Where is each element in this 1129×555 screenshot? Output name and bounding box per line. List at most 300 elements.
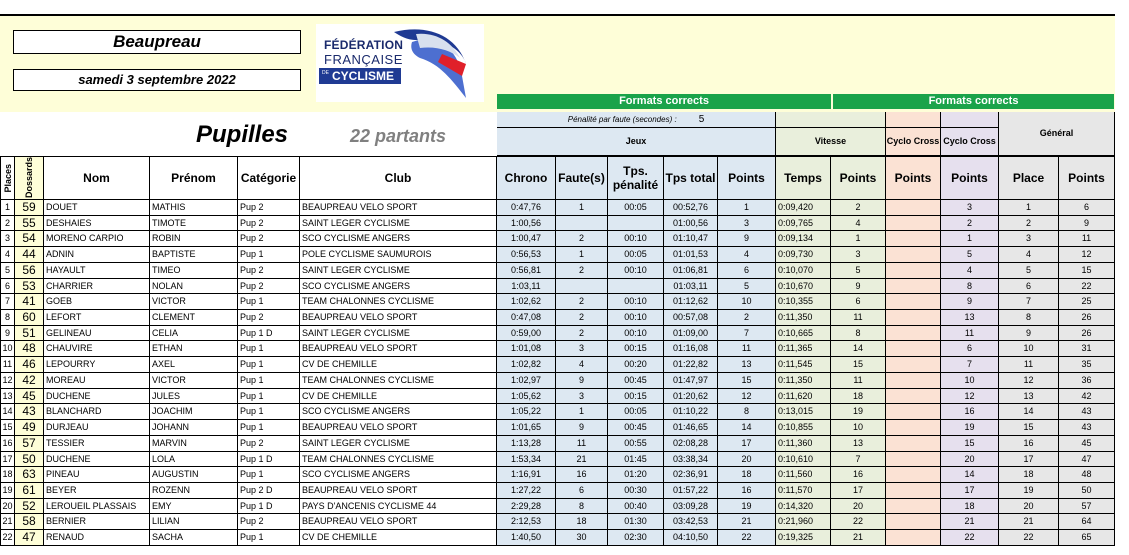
- table-cell-general-place-col: 21: [999, 514, 1059, 530]
- table-cell-total-time-col: 02:08,28: [664, 436, 718, 452]
- table-cell-surname-col: ADNIN: [44, 247, 150, 263]
- table-cell-cyclo1-points-col: [886, 404, 941, 420]
- table-cell-place-col: 7: [0, 294, 15, 310]
- table-cell-general-points-col: 36: [1059, 373, 1115, 389]
- table-cell-speed-time-col: 0:14,320: [776, 499, 831, 514]
- table-cell-bib-col: 56: [15, 263, 44, 279]
- table-cell-surname-col: TESSIER: [44, 436, 150, 452]
- table-cell-faults-col: 30: [556, 530, 608, 546]
- table-cell-cyclo1-points-col: [886, 483, 941, 499]
- table-cell-category-col: Pup 1: [238, 420, 300, 436]
- table-cell-speed-time-col: 0:11,350: [776, 310, 831, 326]
- table-cell-category-col: Pup 2 D: [238, 483, 300, 499]
- group-cyclo1: Cyclo Cross: [886, 128, 941, 156]
- cyclo2-spacer: [941, 112, 999, 128]
- table-cell-total-time-col: 03:42,53: [664, 514, 718, 530]
- table-cell-total-time-col: 01:10,47: [664, 231, 718, 247]
- table-cell-cyclo1-points-col: [886, 310, 941, 326]
- table-cell-penalty-time-col: 00:15: [608, 341, 664, 357]
- table-cell-faults-col: [556, 279, 608, 294]
- table-cell-general-points-col: 11: [1059, 231, 1115, 247]
- table-cell-speed-points-col: 20: [831, 499, 886, 514]
- table-cell-cyclo2-points-col: 12: [941, 389, 999, 404]
- table-cell-club-col: BEAUPREAU VELO SPORT: [300, 341, 497, 357]
- table-cell-total-time-col: 01:09,00: [664, 326, 718, 341]
- table-cell-general-place-col: 6: [999, 279, 1059, 294]
- table-cell-club-col: SCO CYCLISME ANGERS: [300, 404, 497, 420]
- table-cell-faults-col: 2: [556, 263, 608, 279]
- table-cell-games-points-col: 10: [718, 294, 776, 310]
- table-cell-penalty-time-col: [608, 216, 664, 231]
- header-games-points-col: Points: [718, 156, 776, 200]
- header-general-points-col: Points: [1059, 156, 1115, 200]
- table-cell-firstname-col: VICTOR: [150, 294, 238, 310]
- table-cell-cyclo1-points-col: [886, 452, 941, 467]
- table-cell-firstname-col: EMY: [150, 499, 238, 514]
- table-cell-place-col: 8: [0, 310, 15, 326]
- table-cell-bib-col: 57: [15, 436, 44, 452]
- table-cell-surname-col: RENAUD: [44, 530, 150, 546]
- table-cell-chrono-col: 2:12,53: [497, 514, 556, 530]
- table-cell-speed-time-col: 0:09,420: [776, 200, 831, 216]
- table-cell-cyclo2-points-col: 16: [941, 404, 999, 420]
- table-cell-speed-time-col: 0:11,350: [776, 373, 831, 389]
- table-cell-games-points-col: 12: [718, 389, 776, 404]
- table-cell-firstname-col: ROBIN: [150, 231, 238, 247]
- table-cell-surname-col: MORENO CARPIO: [44, 231, 150, 247]
- table-cell-category-col: Pup 1 D: [238, 326, 300, 341]
- table-cell-chrono-col: 1:27,22: [497, 483, 556, 499]
- table-cell-speed-points-col: 5: [831, 263, 886, 279]
- table-cell-penalty-time-col: [608, 279, 664, 294]
- table-cell-chrono-col: 0:56,53: [497, 247, 556, 263]
- table-cell-speed-time-col: 0:10,610: [776, 452, 831, 467]
- table-cell-penalty-time-col: 00:45: [608, 420, 664, 436]
- table-cell-penalty-time-col: 02:30: [608, 530, 664, 546]
- table-cell-faults-col: 2: [556, 310, 608, 326]
- table-cell-general-points-col: 43: [1059, 404, 1115, 420]
- table-cell-general-points-col: 22: [1059, 279, 1115, 294]
- table-cell-cyclo1-points-col: [886, 467, 941, 483]
- table-cell-surname-col: DURJEAU: [44, 420, 150, 436]
- table-cell-penalty-time-col: 00:45: [608, 373, 664, 389]
- table-cell-penalty-time-col: 00:15: [608, 389, 664, 404]
- table-cell-total-time-col: 01:10,22: [664, 404, 718, 420]
- table-cell-general-points-col: 6: [1059, 200, 1115, 216]
- table-cell-cyclo1-points-col: [886, 341, 941, 357]
- table-cell-general-place-col: 19: [999, 483, 1059, 499]
- format-banner-1: Formats corrects: [497, 94, 831, 109]
- table-cell-general-place-col: 9: [999, 326, 1059, 341]
- table-cell-total-time-col: 03:38,34: [664, 452, 718, 467]
- table-cell-speed-time-col: 0:21,960: [776, 514, 831, 530]
- table-cell-club-col: TEAM CHALONNES CYCLISME: [300, 294, 497, 310]
- table-cell-category-col: Pup 1: [238, 467, 300, 483]
- table-cell-general-place-col: 2: [999, 216, 1059, 231]
- table-cell-firstname-col: VICTOR: [150, 373, 238, 389]
- table-cell-cyclo1-points-col: [886, 499, 941, 514]
- header-club-col: Club: [300, 156, 497, 200]
- table-cell-bib-col: 58: [15, 514, 44, 530]
- table-cell-total-time-col: 01:03,11: [664, 279, 718, 294]
- table-cell-games-points-col: 7: [718, 326, 776, 341]
- table-cell-cyclo2-points-col: 6: [941, 341, 999, 357]
- table-cell-games-points-col: 15: [718, 373, 776, 389]
- table-cell-category-col: Pup 1: [238, 341, 300, 357]
- table-cell-chrono-col: 0:59,00: [497, 326, 556, 341]
- table-cell-games-points-col: 4: [718, 247, 776, 263]
- table-cell-bib-col: 44: [15, 247, 44, 263]
- table-cell-firstname-col: BAPTISTE: [150, 247, 238, 263]
- table-cell-cyclo1-points-col: [886, 326, 941, 341]
- table-cell-general-place-col: 12: [999, 373, 1059, 389]
- table-cell-penalty-time-col: 00:10: [608, 326, 664, 341]
- logo-line2: FRANÇAISE: [324, 52, 403, 67]
- table-cell-firstname-col: AXEL: [150, 357, 238, 373]
- table-cell-chrono-col: 1:01,65: [497, 420, 556, 436]
- table-cell-games-points-col: 5: [718, 279, 776, 294]
- table-cell-games-points-col: 18: [718, 467, 776, 483]
- table-cell-general-points-col: 25: [1059, 294, 1115, 310]
- table-cell-cyclo2-points-col: 8: [941, 279, 999, 294]
- table-cell-chrono-col: 1:01,08: [497, 341, 556, 357]
- table-cell-penalty-time-col: 00:05: [608, 247, 664, 263]
- table-cell-games-points-col: 6: [718, 263, 776, 279]
- header-chrono-col: Chrono: [497, 156, 556, 200]
- table-cell-firstname-col: TIMEO: [150, 263, 238, 279]
- table-cell-surname-col: MOREAU: [44, 373, 150, 389]
- table-cell-firstname-col: ROZENN: [150, 483, 238, 499]
- table-cell-firstname-col: JULES: [150, 389, 238, 404]
- table-cell-chrono-col: 1:02,62: [497, 294, 556, 310]
- table-cell-general-points-col: 31: [1059, 341, 1115, 357]
- table-cell-club-col: SAINT LEGER CYCLISME: [300, 263, 497, 279]
- table-cell-total-time-col: 03:09,28: [664, 499, 718, 514]
- logo-line1: FÉDÉRATION: [324, 38, 404, 52]
- table-cell-speed-points-col: 7: [831, 452, 886, 467]
- table-cell-games-points-col: 16: [718, 483, 776, 499]
- table-cell-chrono-col: 1:05,22: [497, 404, 556, 420]
- table-cell-penalty-time-col: 00:10: [608, 263, 664, 279]
- table-cell-games-points-col: 8: [718, 404, 776, 420]
- table-cell-firstname-col: LILIAN: [150, 514, 238, 530]
- table-cell-bib-col: 52: [15, 499, 44, 514]
- table-cell-general-points-col: 43: [1059, 420, 1115, 436]
- table-cell-category-col: Pup 1: [238, 404, 300, 420]
- table-cell-games-points-col: 21: [718, 514, 776, 530]
- table-cell-speed-points-col: 13: [831, 436, 886, 452]
- table-cell-total-time-col: 00:57,08: [664, 310, 718, 326]
- table-cell-firstname-col: AUGUSTIN: [150, 467, 238, 483]
- table-cell-penalty-time-col: 00:20: [608, 357, 664, 373]
- table-cell-category-col: Pup 2: [238, 514, 300, 530]
- table-cell-general-place-col: 18: [999, 467, 1059, 483]
- table-cell-cyclo2-points-col: 20: [941, 452, 999, 467]
- table-cell-firstname-col: NOLAN: [150, 279, 238, 294]
- table-cell-general-place-col: 16: [999, 436, 1059, 452]
- table-cell-penalty-time-col: 00:30: [608, 483, 664, 499]
- group-cyclo2: Cyclo Cross: [941, 128, 999, 156]
- table-cell-cyclo2-points-col: 4: [941, 263, 999, 279]
- table-cell-speed-time-col: 0:09,730: [776, 247, 831, 263]
- table-cell-bib-col: 49: [15, 420, 44, 436]
- table-cell-category-col: Pup 1 D: [238, 499, 300, 514]
- table-cell-penalty-time-col: 01:45: [608, 452, 664, 467]
- table-cell-category-col: Pup 1: [238, 247, 300, 263]
- table-cell-category-col: Pup 2: [238, 279, 300, 294]
- table-cell-club-col: TEAM CHALONNES CYCLISME: [300, 373, 497, 389]
- table-cell-cyclo1-points-col: [886, 279, 941, 294]
- table-cell-bib-col: 61: [15, 483, 44, 499]
- table-cell-club-col: TEAM CHALONNES CYCLISME: [300, 452, 497, 467]
- table-cell-total-time-col: 01:12,62: [664, 294, 718, 310]
- table-cell-category-col: Pup 2: [238, 200, 300, 216]
- table-cell-speed-time-col: 0:09,765: [776, 216, 831, 231]
- table-cell-place-col: 17: [0, 452, 15, 467]
- table-cell-general-points-col: 12: [1059, 247, 1115, 263]
- table-cell-cyclo1-points-col: [886, 263, 941, 279]
- table-cell-bib-col: 50: [15, 452, 44, 467]
- table-cell-cyclo2-points-col: 15: [941, 436, 999, 452]
- table-cell-bib-col: 53: [15, 279, 44, 294]
- table-cell-place-col: 13: [0, 389, 15, 404]
- table-cell-category-col: Pup 2: [238, 310, 300, 326]
- table-cell-place-col: 9: [0, 326, 15, 341]
- table-cell-speed-points-col: 2: [831, 200, 886, 216]
- table-cell-general-place-col: 8: [999, 310, 1059, 326]
- table-cell-bib-col: 48: [15, 341, 44, 357]
- table-cell-category-col: Pup 2: [238, 231, 300, 247]
- table-cell-cyclo2-points-col: 7: [941, 357, 999, 373]
- table-cell-surname-col: BERNIER: [44, 514, 150, 530]
- table-cell-place-col: 5: [0, 263, 15, 279]
- category-title: Pupilles: [196, 121, 289, 148]
- header-cyclo1-points-col: Points: [886, 156, 941, 200]
- table-cell-cyclo2-points-col: 13: [941, 310, 999, 326]
- table-cell-surname-col: LEROUEIL PLASSAIS: [44, 499, 150, 514]
- table-cell-general-points-col: 45: [1059, 436, 1115, 452]
- table-cell-cyclo1-points-col: [886, 231, 941, 247]
- table-cell-bib-col: 54: [15, 231, 44, 247]
- table-cell-cyclo2-points-col: 2: [941, 216, 999, 231]
- table-cell-surname-col: DUCHENE: [44, 452, 150, 467]
- table-cell-club-col: CV DE CHEMILLE: [300, 389, 497, 404]
- table-cell-faults-col: 18: [556, 514, 608, 530]
- table-cell-speed-points-col: 9: [831, 279, 886, 294]
- ffc-logo: [316, 24, 484, 102]
- table-cell-cyclo2-points-col: 10: [941, 373, 999, 389]
- table-cell-chrono-col: 1:53,34: [497, 452, 556, 467]
- table-cell-general-points-col: 26: [1059, 326, 1115, 341]
- table-cell-surname-col: GOEB: [44, 294, 150, 310]
- table-cell-total-time-col: 00:52,76: [664, 200, 718, 216]
- table-cell-speed-time-col: 0:11,570: [776, 483, 831, 499]
- table-cell-chrono-col: 1:13,28: [497, 436, 556, 452]
- penalty-row: [497, 112, 776, 128]
- table-cell-place-col: 10: [0, 341, 15, 357]
- table-cell-cyclo1-points-col: [886, 373, 941, 389]
- table-cell-faults-col: 3: [556, 389, 608, 404]
- table-cell-club-col: SAINT LEGER CYCLISME: [300, 326, 497, 341]
- table-cell-speed-time-col: 0:13,015: [776, 404, 831, 420]
- table-cell-club-col: SCO CYCLISME ANGERS: [300, 231, 497, 247]
- table-cell-cyclo1-points-col: [886, 436, 941, 452]
- table-cell-category-col: Pup 1: [238, 389, 300, 404]
- table-cell-place-col: 15: [0, 420, 15, 436]
- table-cell-club-col: SAINT LEGER CYCLISME: [300, 216, 497, 231]
- table-cell-category-col: Pup 2: [238, 436, 300, 452]
- table-cell-faults-col: 2: [556, 294, 608, 310]
- table-cell-place-col: 16: [0, 436, 15, 452]
- table-cell-category-col: Pup 1: [238, 357, 300, 373]
- table-cell-cyclo2-points-col: 17: [941, 483, 999, 499]
- table-cell-firstname-col: SACHA: [150, 530, 238, 546]
- table-cell-place-col: 11: [0, 357, 15, 373]
- table-cell-total-time-col: 01:00,56: [664, 216, 718, 231]
- cyclo1-spacer: [886, 112, 941, 128]
- table-cell-club-col: SAINT LEGER CYCLISME: [300, 436, 497, 452]
- table-cell-bib-col: 45: [15, 389, 44, 404]
- table-cell-faults-col: 9: [556, 420, 608, 436]
- table-cell-speed-time-col: 0:09,134: [776, 231, 831, 247]
- table-cell-faults-col: 11: [556, 436, 608, 452]
- header-speed-time-col: Temps: [776, 156, 831, 200]
- table-cell-surname-col: CHARRIER: [44, 279, 150, 294]
- table-cell-speed-time-col: 0:10,855: [776, 420, 831, 436]
- table-cell-speed-time-col: 0:10,670: [776, 279, 831, 294]
- table-cell-place-col: 3: [0, 231, 15, 247]
- table-cell-penalty-time-col: 00:10: [608, 231, 664, 247]
- table-cell-general-place-col: 22: [999, 530, 1059, 546]
- table-cell-surname-col: CHAUVIRE: [44, 341, 150, 357]
- table-cell-surname-col: LEPOURRY: [44, 357, 150, 373]
- table-cell-firstname-col: JOHANN: [150, 420, 238, 436]
- table-cell-bib-col: 42: [15, 373, 44, 389]
- event-name: Beaupreau: [13, 30, 301, 54]
- table-cell-club-col: SCO CYCLISME ANGERS: [300, 279, 497, 294]
- table-cell-firstname-col: TIMOTE: [150, 216, 238, 231]
- table-cell-chrono-col: 2:29,28: [497, 499, 556, 514]
- table-cell-cyclo1-points-col: [886, 389, 941, 404]
- table-cell-firstname-col: CLEMENT: [150, 310, 238, 326]
- table-cell-penalty-time-col: 01:20: [608, 467, 664, 483]
- table-cell-total-time-col: 04:10,50: [664, 530, 718, 546]
- table-cell-cyclo1-points-col: [886, 294, 941, 310]
- table-cell-faults-col: 3: [556, 341, 608, 357]
- table-cell-chrono-col: 1:03,11: [497, 279, 556, 294]
- table-cell-cyclo2-points-col: 22: [941, 530, 999, 546]
- table-cell-place-col: 14: [0, 404, 15, 420]
- logo-line3: CYCLISME: [332, 69, 395, 83]
- table-cell-total-time-col: 02:36,91: [664, 467, 718, 483]
- table-cell-total-time-col: 01:46,65: [664, 420, 718, 436]
- header-cyclo2-points-col: Points: [941, 156, 999, 200]
- table-cell-faults-col: 1: [556, 200, 608, 216]
- table-cell-category-col: Pup 2: [238, 263, 300, 279]
- table-cell-cyclo1-points-col: [886, 216, 941, 231]
- table-cell-penalty-time-col: 01:30: [608, 514, 664, 530]
- table-cell-chrono-col: 1:40,50: [497, 530, 556, 546]
- header-speed-points-col: Points: [831, 156, 886, 200]
- table-cell-speed-points-col: 18: [831, 389, 886, 404]
- table-cell-chrono-col: 0:47,76: [497, 200, 556, 216]
- table-cell-faults-col: 9: [556, 373, 608, 389]
- table-cell-general-place-col: 7: [999, 294, 1059, 310]
- table-cell-general-place-col: 3: [999, 231, 1059, 247]
- table-cell-general-points-col: 42: [1059, 389, 1115, 404]
- table-cell-total-time-col: 01:16,08: [664, 341, 718, 357]
- table-cell-place-col: 4: [0, 247, 15, 263]
- table-cell-games-points-col: 9: [718, 231, 776, 247]
- table-cell-bib-col: 47: [15, 530, 44, 546]
- table-cell-games-points-col: 17: [718, 436, 776, 452]
- table-cell-club-col: CV DE CHEMILLE: [300, 357, 497, 373]
- table-cell-club-col: BEAUPREAU VELO SPORT: [300, 310, 497, 326]
- table-cell-general-points-col: 50: [1059, 483, 1115, 499]
- table-cell-cyclo1-points-col: [886, 247, 941, 263]
- table-cell-bib-col: 41: [15, 294, 44, 310]
- table-cell-speed-time-col: 0:11,545: [776, 357, 831, 373]
- table-cell-total-time-col: 01:06,81: [664, 263, 718, 279]
- table-cell-penalty-time-col: 00:05: [608, 404, 664, 420]
- table-cell-faults-col: 6: [556, 483, 608, 499]
- table-cell-place-col: 2: [0, 216, 15, 231]
- table-cell-speed-points-col: 14: [831, 341, 886, 357]
- header-place-col: [0, 156, 15, 200]
- table-cell-games-points-col: 14: [718, 420, 776, 436]
- table-cell-speed-time-col: 0:11,365: [776, 341, 831, 357]
- table-cell-cyclo2-points-col: 18: [941, 499, 999, 514]
- table-cell-cyclo1-points-col: [886, 514, 941, 530]
- table-cell-cyclo1-points-col: [886, 357, 941, 373]
- table-cell-chrono-col: 1:02,97: [497, 373, 556, 389]
- table-cell-place-col: 22: [0, 530, 15, 546]
- table-cell-speed-points-col: 16: [831, 467, 886, 483]
- table-cell-surname-col: HAYAULT: [44, 263, 150, 279]
- table-cell-general-place-col: 15: [999, 420, 1059, 436]
- table-cell-cyclo2-points-col: 1: [941, 231, 999, 247]
- table-cell-cyclo2-points-col: 9: [941, 294, 999, 310]
- table-cell-general-place-col: 13: [999, 389, 1059, 404]
- table-cell-faults-col: 1: [556, 404, 608, 420]
- table-cell-general-place-col: 5: [999, 263, 1059, 279]
- table-cell-general-place-col: 17: [999, 452, 1059, 467]
- table-cell-cyclo2-points-col: 5: [941, 247, 999, 263]
- table-cell-speed-points-col: 8: [831, 326, 886, 341]
- table-cell-speed-time-col: 0:10,070: [776, 263, 831, 279]
- table-cell-bib-col: 60: [15, 310, 44, 326]
- table-cell-general-place-col: 20: [999, 499, 1059, 514]
- table-cell-place-col: 21: [0, 514, 15, 530]
- table-cell-speed-points-col: 4: [831, 216, 886, 231]
- table-cell-surname-col: DUCHENE: [44, 389, 150, 404]
- table-cell-category-col: Pup 1: [238, 373, 300, 389]
- table-cell-general-place-col: 14: [999, 404, 1059, 420]
- table-cell-speed-points-col: 17: [831, 483, 886, 499]
- table-cell-category-col: Pup 1: [238, 294, 300, 310]
- table-cell-club-col: PAYS D'ANCENIS CYCLISME 44: [300, 499, 497, 514]
- table-cell-surname-col: LEFORT: [44, 310, 150, 326]
- table-cell-cyclo1-points-col: [886, 530, 941, 546]
- table-cell-general-points-col: 65: [1059, 530, 1115, 546]
- table-cell-games-points-col: 13: [718, 357, 776, 373]
- table-cell-total-time-col: 01:57,22: [664, 483, 718, 499]
- penalty-value: 5: [698, 114, 705, 125]
- table-cell-general-points-col: 26: [1059, 310, 1115, 326]
- table-cell-speed-points-col: 6: [831, 294, 886, 310]
- header-bib-col: [15, 156, 44, 200]
- table-cell-general-points-col: 15: [1059, 263, 1115, 279]
